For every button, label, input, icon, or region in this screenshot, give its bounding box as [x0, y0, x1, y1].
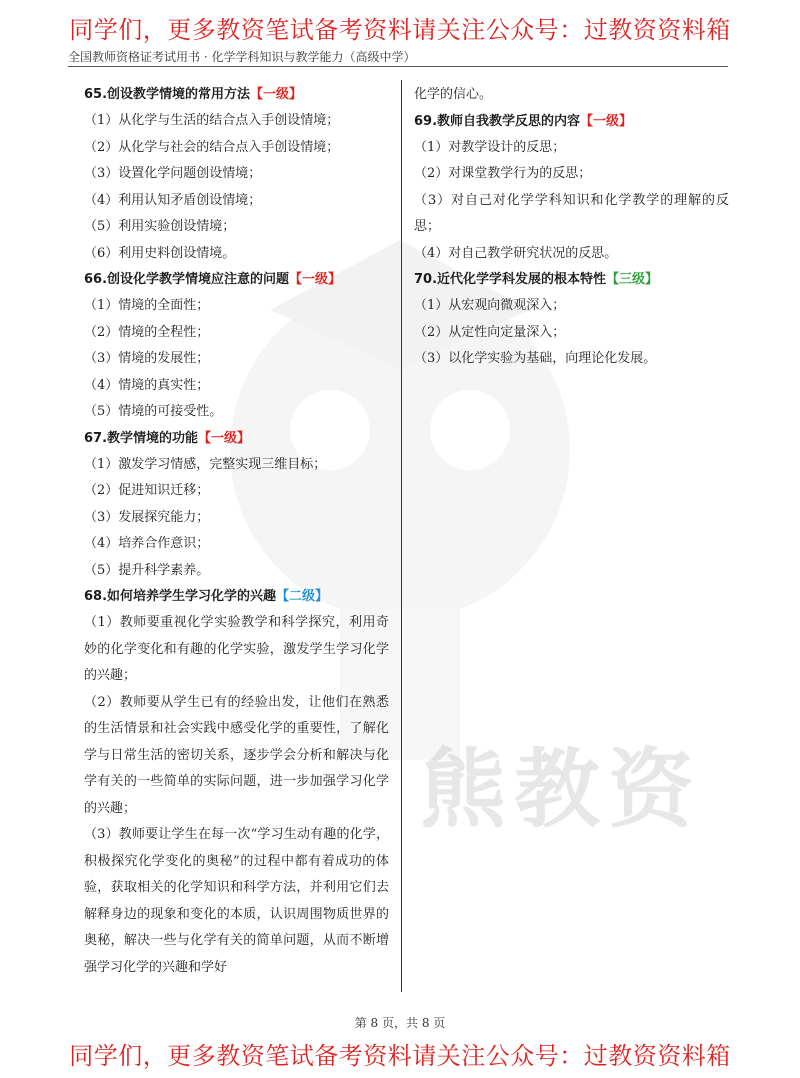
- section-title: 65.创设教学情境的常用方法: [84, 87, 251, 102]
- list-item: （1）从化学与生活的结合点入手创设情境；: [84, 113, 340, 128]
- page-number: 第 8 页，共 8 页: [354, 1016, 446, 1030]
- section-title: 69.教师自我教学反思的内容: [414, 113, 581, 129]
- section-title: 66.创设化学教学情境应注意的问题: [84, 272, 290, 287]
- level-badge: 【二级】: [276, 589, 329, 604]
- left-column: [84, 82, 389, 981]
- level-badge: 【一级】: [250, 87, 303, 102]
- list-item: （4）对自己教学研究状况的反思。: [414, 245, 618, 261]
- list-item: （4）培养合作意识；: [84, 536, 210, 551]
- section-68-heading: [84, 584, 389, 610]
- right-column: [414, 82, 729, 373]
- column-separator: [401, 80, 402, 992]
- list-item: （6）利用史料创设情境。: [84, 245, 236, 261]
- section-title: 70.近代化学学科发展的根本特性: [414, 272, 607, 287]
- section-70-heading: [414, 267, 729, 293]
- level-badge: 【三级】: [606, 272, 659, 287]
- list-item: （3）发展探究能力；: [84, 509, 210, 525]
- list-item: （3）对自己对化学学科知识和化学教学的理解的反思；: [414, 192, 729, 234]
- list-item: （1）情境的全面性；: [84, 298, 210, 313]
- level-badge: 【一级】: [198, 430, 251, 446]
- list-item: （2）情境的全程性；: [84, 324, 210, 340]
- list-item: （4）利用认知矛盾创设情境；: [84, 192, 262, 208]
- paragraph: （2）教师要从学生已有的经验出发，让他们在熟悉的生活情景和社会实践中感受化学的重要性，了解化学与日常生活的密切关系，逐步学会分析和解决与化学有关的一些简单的实际问题，进一步加强学习化学的兴趣；: [84, 694, 389, 816]
- level-badge: 【一级】: [580, 113, 633, 129]
- list-item: （5）利用实验创设情境；: [84, 219, 236, 234]
- paragraph: （1）教师要重视化学实验教学和科学探究，利用奇妙的化学变化和有趣的化学实验，激发学生学习化学的兴趣；: [84, 615, 389, 683]
- promo-banner-top: 同学们，更多教资笔试备考资料请关注公众号：过教资资料箱: [69, 16, 731, 44]
- list-item: （1）对教学设计的反思；: [414, 139, 566, 155]
- list-item: （3）设置化学问题创设情境；: [84, 166, 262, 181]
- section-title: 67.教学情境的功能: [84, 430, 199, 446]
- list-item: （2）对课堂教学行为的反思；: [414, 166, 592, 181]
- watermark-text: 熊教资: [420, 740, 702, 840]
- list-item: （1）从宏观向微观深入；: [414, 298, 566, 313]
- section-67-heading: [84, 426, 389, 452]
- list-item: （3）以化学实验为基础，向理论化发展。: [414, 351, 657, 366]
- header-divider: [68, 66, 728, 67]
- promo-banner-bottom: 同学们，更多教资笔试备考资料请关注公众号：过教资资料箱: [69, 1042, 731, 1070]
- list-item: （1）激发学习情感，完整实现三维目标；: [84, 456, 327, 472]
- section-title: 68.如何培养学生学习化学的兴趣: [84, 589, 277, 604]
- list-item: （4）情境的真实性；: [84, 377, 210, 393]
- book-subtitle: 全国教师资格证考试用书 · 化学学科知识与教学能力（高级中学）: [68, 50, 416, 64]
- list-item: （2）从定性向定量深入；: [414, 324, 566, 340]
- section-69-heading: [414, 109, 729, 135]
- list-item: （2）从化学与社会的结合点入手创设情境；: [84, 139, 340, 155]
- section-66-heading: [84, 267, 389, 293]
- list-item: （5）情境的可接受性。: [84, 404, 223, 419]
- level-badge: 【一级】: [289, 272, 342, 287]
- list-item: （3）情境的发展性；: [84, 351, 210, 366]
- list-item: （2）促进知识迁移；: [84, 483, 210, 498]
- list-item: （5）提升科学素养。: [84, 562, 210, 578]
- section-65-heading: [84, 82, 389, 108]
- paragraph: （3）教师要让学生在每一次“学习生动有趣的化学，积极探究化学变化的奥秘”的过程中都有着成功的体验，获取相关的化学知识和科学方法，并利用它们去解释身边的现象和变化的本质，认识周围物质世界的奥秘，解决一些与化学有关的简单问题，从而不断增强学习化学的兴趣和学好: [84, 827, 389, 975]
- paragraph-continuation: 化学的信心。: [414, 87, 493, 102]
